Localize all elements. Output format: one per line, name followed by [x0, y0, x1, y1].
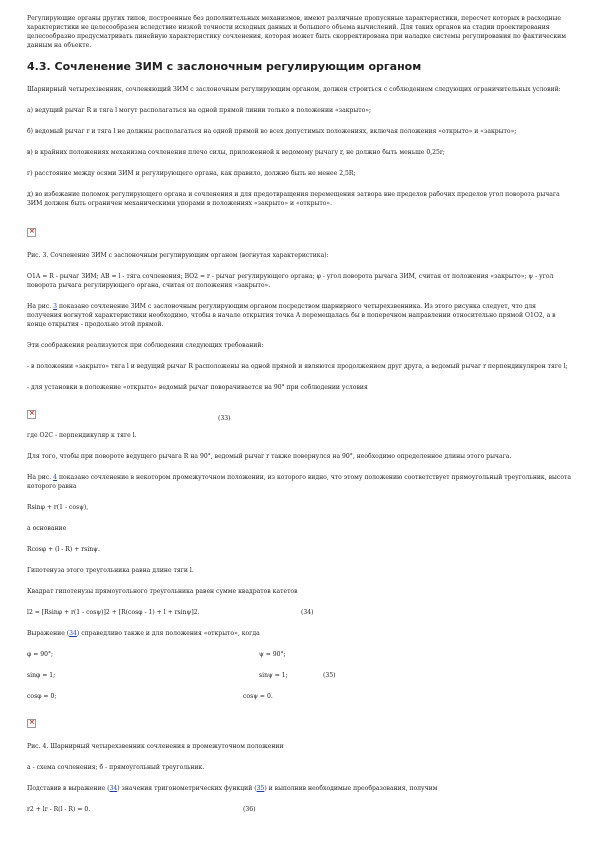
equation-34-link[interactable]: 34 — [69, 630, 77, 637]
equation-33 — [27, 406, 571, 423]
figure-3-legend: O1A = R - рычаг ЗИМ; AB = l - тяга сочленения; BO2 = r - рычаг регулирующего органа; φ - угол поворота рычага ЗИМ, считая от положения «закрыто»; ψ - угол поворота рычага регулирующего органа, считая от положения «закрыто». — [27, 273, 554, 289]
equation-expression: r2 + lr - R(l - R) = 0. — [27, 806, 91, 813]
height-expression: Rsinφ + r(1 - cosψ), — [27, 504, 89, 511]
where-paragraph: где O2C - перпендикуляр к тяге l. — [27, 432, 137, 439]
equation-36 — [27, 805, 571, 814]
condition-a: а) ведущий рычаг R и тяга l могут располагаться на одной прямой линии только в положении «закрыто»; — [27, 107, 372, 114]
open-position-paragraph: - для установки в положение «открыто» ведомый рычаг поворачивается на 90° при соблюдении условия — [27, 384, 368, 391]
condition-b: б) ведомый рычаг r и тяга l не должны располагаться на одной прямой во всех допустимых положениях, включая положения «открыто» и «закрыто»; — [27, 128, 517, 135]
figure-4-placeholder — [27, 713, 571, 732]
equation-35-row-2: sinφ = 1; sinψ = 1; (35) — [27, 672, 336, 679]
equation-number: (34) — [301, 609, 314, 616]
equation-35-row-3: cosφ = 0; cosψ = 0. — [27, 693, 273, 700]
closed-position-paragraph: - в положении «закрыто» тяга l и ведущий рычаг R расположены на одной прямой и являются продолжением друг друга, а ведомый рычаг r перпендикулярен тяге l; — [27, 363, 568, 370]
broken-image-icon: × — [29, 227, 35, 235]
equation-number: (35) — [323, 672, 336, 679]
base-expression: Rcosφ + (l - R) + rsinψ. — [27, 546, 100, 553]
equation-number: (36) — [243, 806, 256, 813]
condition-d: д) во избежание поломок регулирующего органа и сочленения и для предотвращения перемещения затвора вне пределов рабочих пределов угол поворота рычага ЗИМ должен быть ограничен механическими упорами в положениях «закрыто» и «открыто». — [27, 191, 560, 207]
equation-number: (33) — [218, 415, 231, 422]
hypotenuse-paragraph: Гипотенуза этого треугольника равна длине тяги l. — [27, 567, 194, 574]
condition-v: в) в крайних положениях механизма сочленения плечо силы, приложенной к ведомому рычагу r, не должно быть меньше 0,25r; — [27, 149, 445, 156]
figure-3-paragraph: На рис. 3 показано сочленение ЗИМ с заслоночным регулирующим органом посредством шарнирного четырехзвенника. Из этого рисунка следует, что для получения вогнутой характеристики необходимо, чтобы в начале открытия точка A перемещалась бы в поперечном направлении относительно прямой O1O2, а в конце открытия - продольно этой прямой. — [27, 303, 556, 328]
broken-image-icon: × — [29, 409, 35, 417]
figure-3-caption: Рис. 3. Сочленение ЗИМ с заслоночным регулирующим органом (вогнутая характеристика): — [27, 252, 329, 259]
requirements-paragraph: Эти соображения реализуются при соблюдении следующих требований: — [27, 342, 264, 349]
figure-4-paragraph: На рис. 4 показано сочленение в некотором промежуточном положении, из которого видно, что этому положению соответствует прямоугольный треугольник, высота которого равна — [27, 474, 571, 490]
figure-4-legend: а - схема сочленения; б - прямоугольный треугольник. — [27, 764, 205, 771]
figure-3-link[interactable]: 3 — [53, 303, 58, 310]
figure-4-link[interactable]: 4 — [53, 474, 58, 481]
section-heading: 4.3. Сочленение ЗИМ с заслоночным регулирующим органом — [27, 60, 422, 73]
figure-4-caption: Рис. 4. Шарнирный четырехзвенник сочленения в промежуточном положении — [27, 743, 284, 750]
substitution-paragraph: Подставив в выражение (34) значения тригонометрических функций (35) и выполнив необходимые преобразования, получим — [27, 785, 438, 792]
intro-paragraph: Регулирующие органы других типов, построенные без дополнительных механизмов, имеют различные пропускные характеристики, пересчет которых в расходные характеристики не целесообразен вследствие низкой точности исходных данных и большого объема вычислений. Для таких органов на стадии проектирования целесообразно предусматривать линейную характеристику сочленения, которая может быть скорректирована при наладке системы регулирования по фактическим данным на объекте. — [27, 15, 566, 49]
hinge-paragraph: Шарнирный четырехзвенник, сочленяющий ЗИМ с заслоночным регулирующим органом, должен строиться с соблюдением следующих ограничительных условий: — [27, 86, 561, 93]
equation-34-link[interactable]: 34 — [109, 785, 118, 792]
equation-expression: l2 = [Rsinφ + r(1 - cosψ)]2 + [R(cosφ - 1) + l + rsinψ]2. — [27, 609, 200, 616]
turn-paragraph: Для того, чтобы при повороте ведущего рычага R на 90°, ведомый рычаг r также повернулся на 90°, необходимо определенное длины этого рычага. — [27, 453, 512, 460]
figure-3-placeholder — [27, 222, 571, 241]
expression-paragraph: Выражение (34) справедливо также и для положения «открыто», когда — [27, 630, 260, 637]
equation-34 — [27, 608, 571, 617]
base-label: а основание — [27, 525, 67, 532]
square-paragraph: Квадрат гипотенузы прямоугольного треугольника равен сумме квадратов катетов — [27, 588, 298, 595]
condition-g: г) расстояние между осями ЗИМ и регулирующего органа, как правило, должно быть не менее 2,5R; — [27, 170, 356, 177]
equation-35-link[interactable]: 35 — [256, 785, 265, 792]
broken-image-icon: × — [29, 718, 35, 726]
equation-35-row-1: φ = 90°; ψ = 90°; — [27, 651, 286, 658]
